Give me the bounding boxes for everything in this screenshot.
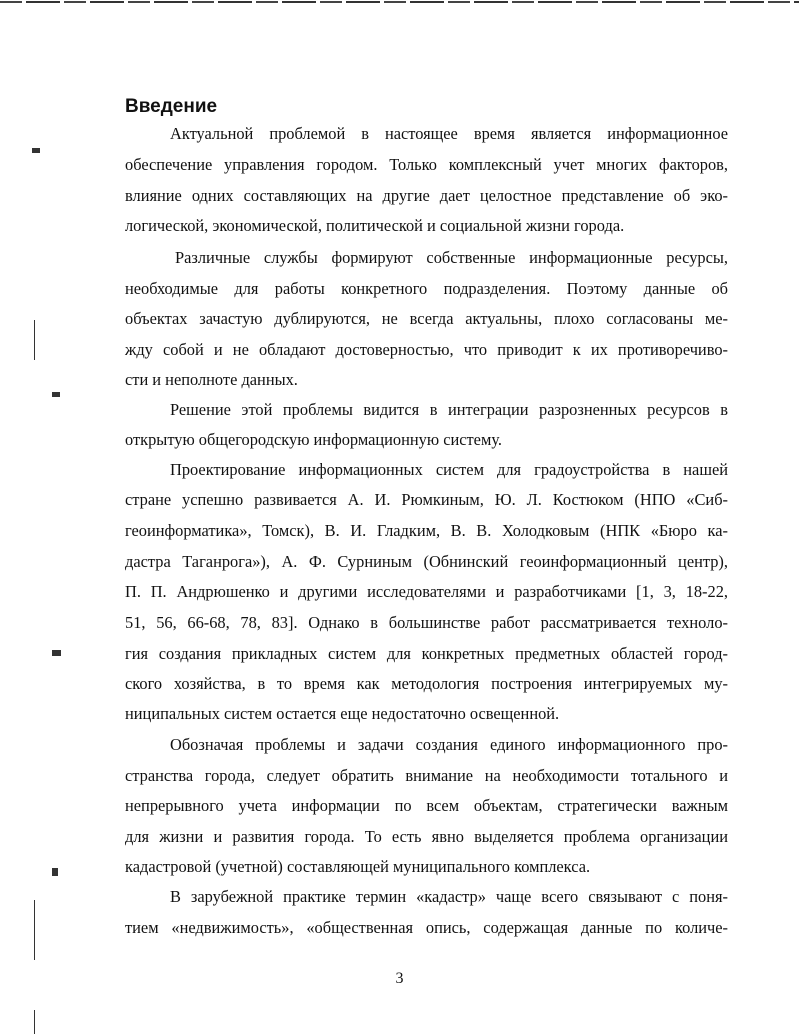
text-line: кадастровой (учетной) составляющей муниципального комплекса. [125,857,591,876]
text-line: 51, 56, 66-68, 78, 83]. Однако в большинстве работ рассматривается техноло- [125,613,728,632]
scan-artifact-mark [52,868,58,876]
scan-artifact-line [34,320,35,360]
text-line: ского хозяйства, в то время как методология построения интегрируемых му- [125,674,728,693]
text-line: Решение этой проблемы видится в интеграции разрозненных ресурсов в [170,400,728,419]
text-line: необходимые для работы конкретного подразделения. Поэтому данные об [125,279,728,298]
text-line: открытую общегородскую информационную систему. [125,430,502,449]
text-line: объектах зачастую дублируются, не всегда актуальны, плохо согласованы ме- [125,309,728,328]
scan-artifact-mark [52,392,60,397]
text-line: непрерывного учета информации по всем объектам, стратегически важным [125,796,728,815]
text-line: Обозначая проблемы и задачи создания единого информационного про- [170,735,728,754]
text-line: странства города, следует обратить внимание на необходимости тотального и [125,766,728,785]
text-line: сти и неполноте данных. [125,370,298,389]
text-line: обеспечение управления городом. Только комплексный учет многих факторов, [125,155,728,174]
scan-artifact-mark [32,148,40,153]
text-line: для жизни и развития города. То есть явно выделяется проблема организации [125,827,728,846]
text-line: П. П. Андрюшенко и другими исследователями и разработчиками [1, 3, 18-22, [125,582,728,601]
text-line: гия создания прикладных систем для конкретных предметных областей город- [125,644,728,663]
text-line: Актуальной проблемой в настоящее время является информационное [170,124,728,143]
text-line: тием «недвижимость», «общественная опись, содержащая данные по количе- [125,918,728,937]
scan-artifact-mark [52,650,61,656]
text-line: логической, экономической, политической и социальной жизни города. [125,216,625,235]
scan-artifact-line [34,900,35,960]
page-number: 3 [395,970,404,987]
text-line: геоинформатика», Томск), В. И. Гладким, В. В. Холодковым (НПК «Бюро ка- [125,521,728,540]
text-line: Различные службы формируют собственные информационные ресурсы, [175,248,728,267]
scan-artifact-top-line [0,1,799,3]
text-line: жду собой и не обладают достоверностью, что приводит к их противоречиво- [125,340,728,359]
text-line: стране успешно развивается А. И. Рюмкиным, Ю. Л. Костюком (НПО «Сиб- [125,490,728,509]
text-line: Проектирование информационных систем для градоустройства в нашей [170,460,728,479]
text-line: влияние одних составляющих на другие дает целостное представление об эко- [125,186,728,205]
text-line: ниципальных систем остается еще недостаточно освещенной. [125,704,560,723]
section-heading: Введение [125,96,218,117]
text-line: дастра Таганрога»), А. Ф. Сурниным (Обнинский геоинформационный центр), [125,552,728,571]
scan-artifact-line [34,1010,35,1034]
text-line: В зарубежной практике термин «кадастр» чаще всего связывают с поня- [170,887,728,906]
